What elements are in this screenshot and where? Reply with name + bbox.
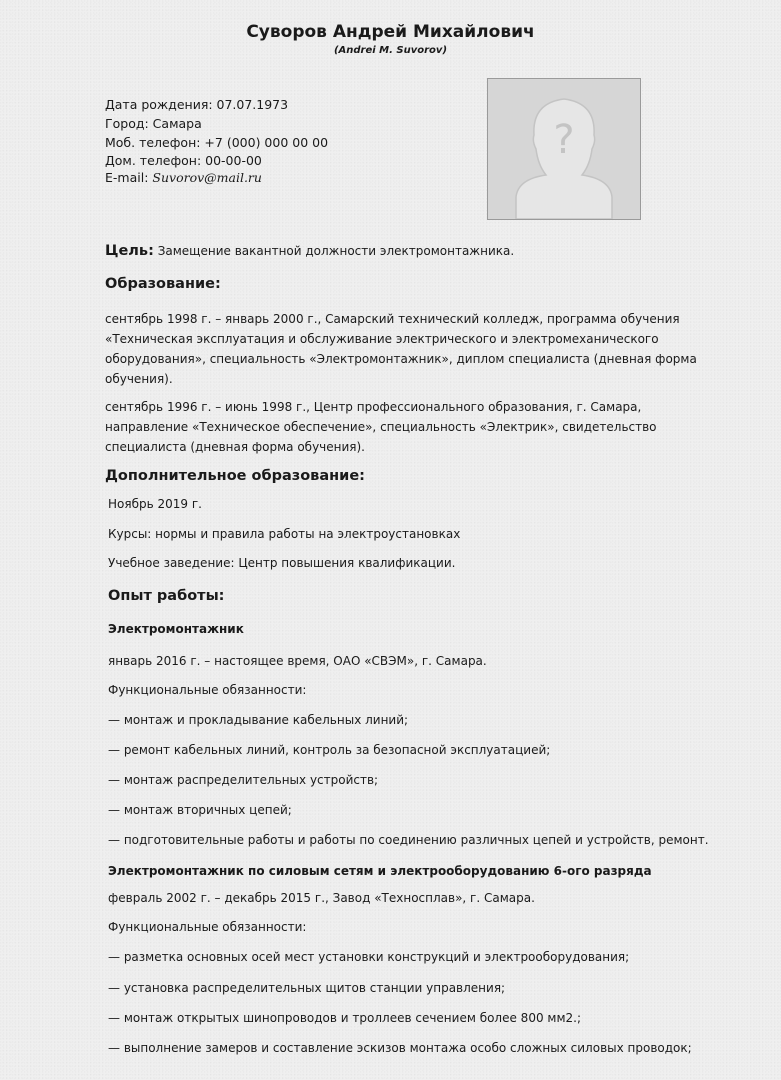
education-item-2: сентябрь 1996 г. – июнь 1998 г., Центр профессионального образования, г. Самара, направление «Техническое обеспечение», специальность «Электрик», свидетельство специалиста (дневная форма обучения). xyxy=(105,400,657,454)
job-2-period: февраль 2002 г. – декабрь 2015 г., Завод «Техносплав», г. Самара. xyxy=(108,891,535,905)
job-1-duty: — монтаж и прокладывание кабельных линий; xyxy=(108,713,409,727)
goal-label: Цель: xyxy=(105,243,154,259)
birth-date: Дата рождения: 07.07.1973 xyxy=(105,97,289,112)
job-2-duty: — разметка основных осей мест установки конструкций и электрооборудования; xyxy=(108,950,630,964)
job-1-duty: — монтаж вторичных цепей; xyxy=(108,803,292,817)
svg-text:?: ? xyxy=(553,117,575,163)
job-1-title: Электромонтажник xyxy=(108,622,244,636)
email-link[interactable]: Suvorov@mail.ru xyxy=(152,170,262,185)
education-item-1: сентябрь 1998 г. – январь 2000 г., Самарский технический колледж, программа обучения «Техническая эксплуатация и обслуживание электрического и электромеханического оборудования», специальность «Электромонтажник», диплом специалиста (дневная форма обучения). xyxy=(105,312,697,386)
additional-education-date: Ноябрь 2019 г. xyxy=(108,497,202,511)
job-2-duty: — монтаж открытых шинопроводов и троллеев сечением более 800 мм2.; xyxy=(108,1011,581,1025)
mobile-phone: Моб. телефон: +7 (000) 000 00 00 xyxy=(105,135,329,150)
additional-education-heading: Дополнительное образование: xyxy=(105,468,365,484)
email-label: E-mail: xyxy=(105,170,153,185)
goal-text: Замещение вакантной должности электромонтажника. xyxy=(153,244,515,258)
goal-line xyxy=(105,243,514,259)
job-2-duty: — установка распределительных щитов станции управления; xyxy=(108,981,506,995)
additional-education-courses: Курсы: нормы и правила работы на электроустановках xyxy=(108,527,461,541)
experience-heading: Опыт работы: xyxy=(108,588,225,604)
photo-placeholder xyxy=(487,78,641,220)
job-2-duty: — выполнение замеров и составление эскизов монтажа особо сложных силовых проводок; xyxy=(108,1041,692,1055)
city: Город: Самара xyxy=(105,116,202,131)
job-1-duty: — ремонт кабельных линий, контроль за безопасной эксплуатацией; xyxy=(108,743,551,757)
job-2-duties-label: Функциональные обязанности: xyxy=(108,920,307,934)
job-1-period: январь 2016 г. – настоящее время, ОАО «СВЭМ», г. Самара. xyxy=(108,654,487,668)
job-1-duty: — подготовительные работы и работы по соединению различных цепей и устройств, ремонт. xyxy=(108,833,709,847)
home-phone: Дом. телефон: 00-00-00 xyxy=(105,153,262,168)
job-1-duty: — монтаж распределительных устройств; xyxy=(108,773,379,787)
job-1-duties-label: Функциональные обязанности: xyxy=(108,683,307,697)
resume-name: Суворов Андрей Михайлович xyxy=(246,22,535,42)
unknown-person-icon xyxy=(488,79,640,219)
education-heading: Образование: xyxy=(105,276,221,292)
additional-education-institution: Учебное заведение: Центр повышения квалификации. xyxy=(108,556,456,570)
resume-name-latin: (Andrei M. Suvorov) xyxy=(333,45,448,56)
job-2-title: Электромонтажник по силовым сетям и электрооборудованию 6-ого разряда xyxy=(108,864,652,878)
email-row xyxy=(105,170,262,185)
